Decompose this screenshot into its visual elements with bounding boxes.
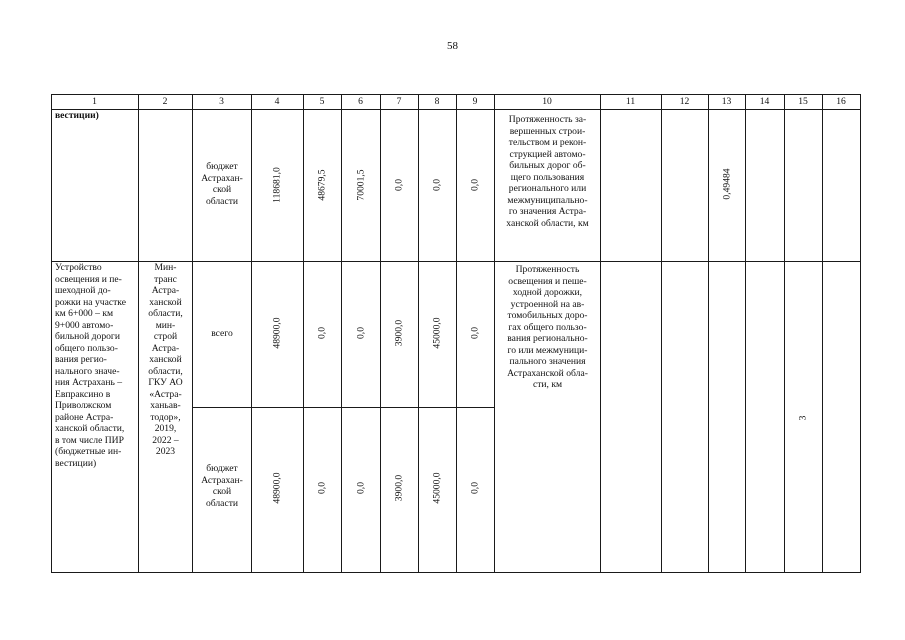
subrow-budget-col4: 48900,0: [271, 472, 283, 504]
subrow-budget-col7: 3900,0: [393, 474, 405, 502]
subrow-budget-label: бюджет Астрахан- ской области: [201, 463, 243, 509]
header-col-3: 3: [219, 96, 224, 107]
header-col-1: 1: [92, 96, 97, 107]
header-col-6: 6: [358, 96, 363, 107]
col-border: [303, 94, 304, 573]
subrow-total-col5: 0,0: [316, 327, 328, 339]
header-col-15: 15: [798, 96, 808, 107]
row-col15-value: 3: [797, 415, 809, 421]
col-border: [251, 94, 252, 573]
header-col-5: 5: [319, 96, 325, 107]
cont-row-year5-value: 0,0: [469, 179, 481, 191]
cont-row-indicator-cell: Протяженность за- вершенных строи- тельством и рекон- струкцией автомо- бильных дорог об- щего пользования регионального или межмуниципально- го значения Астра- ханской области, км: [506, 114, 589, 229]
row-name-cell: Устройство освещения и пе- шеходной до- рожки на участке км 6+000 – км 9+000 автомо- бильной дороги общего пользо- вания регио- нального значе- ния Астрахань – Евпраксино в Приволжском районе Астра- ханской области, в том числе ПИР (бюджетные ин- вестиции): [55, 262, 126, 469]
cont-row-name-cell: вестиции): [55, 110, 99, 121]
page-number: 58: [447, 40, 458, 52]
col-border: [661, 94, 662, 573]
header-col-11: 11: [625, 96, 636, 107]
subrow-total-col8: 45000,0: [431, 317, 443, 349]
col-border: [341, 94, 342, 573]
cont-row-year3-value: 0,0: [393, 179, 405, 191]
subrow-budget-col6: 0,0: [355, 482, 367, 494]
cont-row-year4-value: 0,0: [431, 179, 443, 191]
col-border: [380, 94, 381, 573]
col-border: [456, 94, 457, 573]
header-col-8: 8: [434, 96, 440, 107]
cont-row-total-value: 118681,0: [271, 167, 283, 203]
subrow-total-label: всего: [211, 328, 233, 339]
cont-row-source-cell: бюджет Астрахан- ской области: [201, 161, 243, 207]
subrow-budget-col8: 45000,0: [431, 472, 443, 504]
subrow-total-col9: 0,0: [469, 327, 481, 339]
header-col-13: 13: [721, 96, 732, 107]
subrow-budget-col5: 0,0: [316, 482, 328, 494]
col-border: [600, 94, 601, 573]
subrow-budget-col9: 0,0: [469, 482, 481, 494]
header-col-7: 7: [396, 96, 402, 107]
subrow-divider: [192, 407, 494, 408]
header-col-16: 16: [836, 96, 846, 107]
header-col-4: 4: [274, 96, 280, 107]
cont-row-col13-value: 0,49484: [721, 168, 733, 200]
col-border: [745, 94, 746, 573]
subrow-total-col6: 0,0: [355, 327, 367, 339]
subrow-total-col4: 48900,0: [271, 317, 283, 349]
col-border: [418, 94, 419, 573]
col-border: [822, 94, 823, 573]
cont-row-year1-value: 48679,5: [316, 169, 328, 201]
subrow-total-col7: 3900,0: [393, 319, 405, 347]
col-border: [51, 94, 52, 573]
col-border: [860, 94, 861, 573]
row-indicator-cell: Протяженность освещения и пеше- ходной дорожки, устроенной на ав- томобильных доро- гах общего пользо- вания регионально- го или межмуници- пального значения Астраханской обла- сти, км: [507, 264, 588, 390]
cont-row-year2-value: 70001,5: [355, 169, 367, 201]
col-border: [708, 94, 709, 573]
header-col-14: 14: [759, 96, 770, 107]
header-col-12: 12: [679, 96, 690, 107]
header-col-9: 9: [472, 96, 478, 107]
header-col-10: 10: [542, 96, 552, 107]
col-border: [784, 94, 785, 573]
header-col-2: 2: [162, 96, 168, 107]
row-executor-cell: Мин- транс Астра- ханской области, мин- строй Астра- ханской области, ГКУ АО «Астра- ханьав- тодор», 2019, 2022 – 2023: [148, 262, 183, 457]
